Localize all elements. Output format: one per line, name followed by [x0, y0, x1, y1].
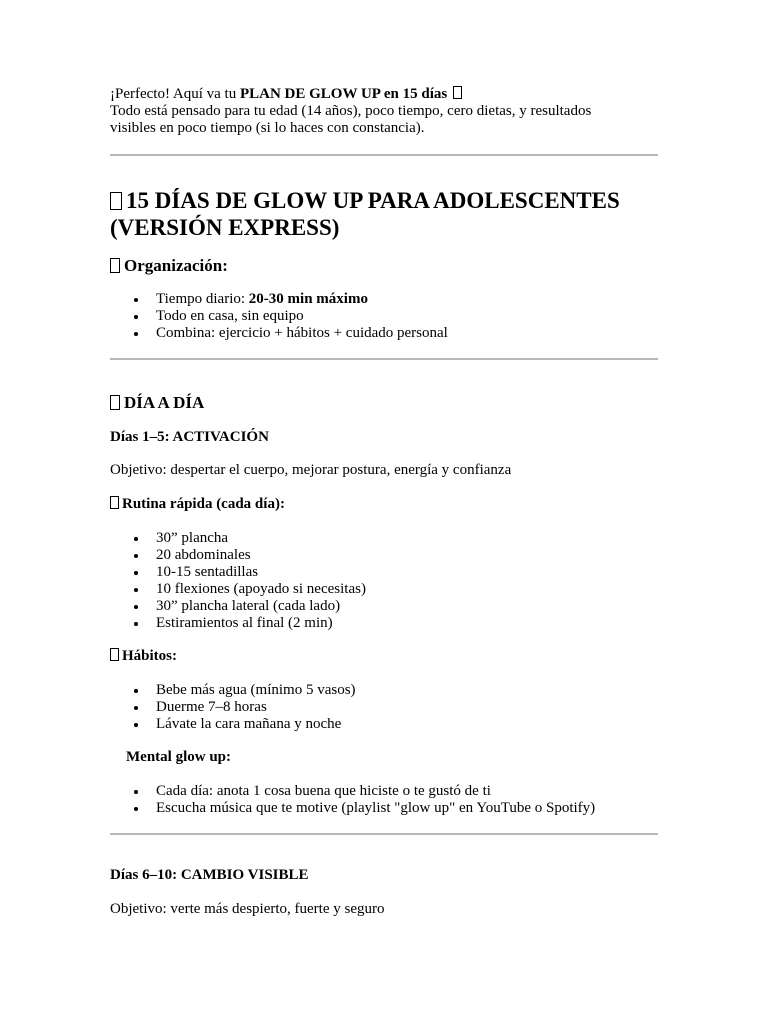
missing-emoji-icon	[110, 395, 120, 410]
phase1-heading: Días 1–5: ACTIVACIÓN	[110, 429, 269, 445]
routine-list	[132, 530, 366, 632]
list-item: 30” plancha	[132, 530, 366, 547]
missing-emoji-icon	[110, 192, 122, 210]
habits-heading: Hábitos:	[110, 647, 177, 665]
organization-list	[132, 291, 448, 342]
mental-list	[132, 783, 595, 817]
mental-glow-up-heading: Mental glow up:	[126, 749, 231, 765]
missing-emoji-icon	[110, 496, 119, 509]
intro-line-3: visibles en poco tiempo (si lo haces con constancia).	[110, 120, 425, 136]
list-item: Bebe más agua (mínimo 5 vasos)	[132, 682, 356, 699]
intro-paragraph	[110, 86, 670, 137]
plan-title-inline: PLAN DE GLOW UP en 15 días	[239, 86, 448, 102]
phase1-objective: Objetivo: despertar el cuerpo, mejorar postura, energía y confianza	[110, 462, 512, 478]
list-item: 20 abdominales	[132, 547, 366, 564]
missing-emoji-icon	[453, 86, 462, 99]
list-item: Estiramientos al final (2 min)	[132, 615, 366, 632]
list-item: Combina: ejercicio + hábitos + cuidado personal	[132, 325, 448, 342]
habits-list	[132, 682, 356, 733]
day-by-day-heading: DÍA A DÍA	[110, 393, 204, 413]
list-item: Lávate la cara mañana y noche	[132, 716, 356, 733]
phase2-heading: Días 6–10: CAMBIO VISIBLE	[110, 867, 309, 883]
missing-emoji-icon	[110, 258, 120, 273]
list-item: 10 flexiones (apoyado si necesitas)	[132, 581, 366, 598]
horizontal-divider	[110, 154, 658, 156]
routine-heading: Rutina rápida (cada día):	[110, 495, 285, 513]
list-item: Escucha música que te motive (playlist "glow up" en YouTube o Spotify)	[132, 800, 595, 817]
intro-line-1: ¡Perfecto! Aquí va tu PLAN DE GLOW UP en 15 días	[110, 86, 670, 103]
missing-emoji-icon	[110, 648, 119, 661]
list-item: Cada día: anota 1 cosa buena que hiciste o te gustó de ti	[132, 783, 595, 800]
intro-line-2: Todo está pensado para tu edad (14 años), poco tiempo, cero dietas, y resultados	[110, 103, 592, 119]
list-item: 10-15 sentadillas	[132, 564, 366, 581]
organization-heading: Organización:	[110, 256, 228, 276]
list-item: Todo en casa, sin equipo	[132, 308, 448, 325]
horizontal-divider	[110, 358, 658, 360]
horizontal-divider	[110, 833, 658, 835]
main-title: 15 DÍAS DE GLOW UP PARA ADOLESCENTES (VERSIÓN EXPRESS)	[110, 188, 620, 240]
list-item: 30” plancha lateral (cada lado)	[132, 598, 366, 615]
phase2-objective: Objetivo: verte más despierto, fuerte y seguro	[110, 901, 385, 917]
list-item: Duerme 7–8 horas	[132, 699, 356, 716]
list-item: Tiempo diario: 20-30 min máximo	[132, 291, 448, 308]
